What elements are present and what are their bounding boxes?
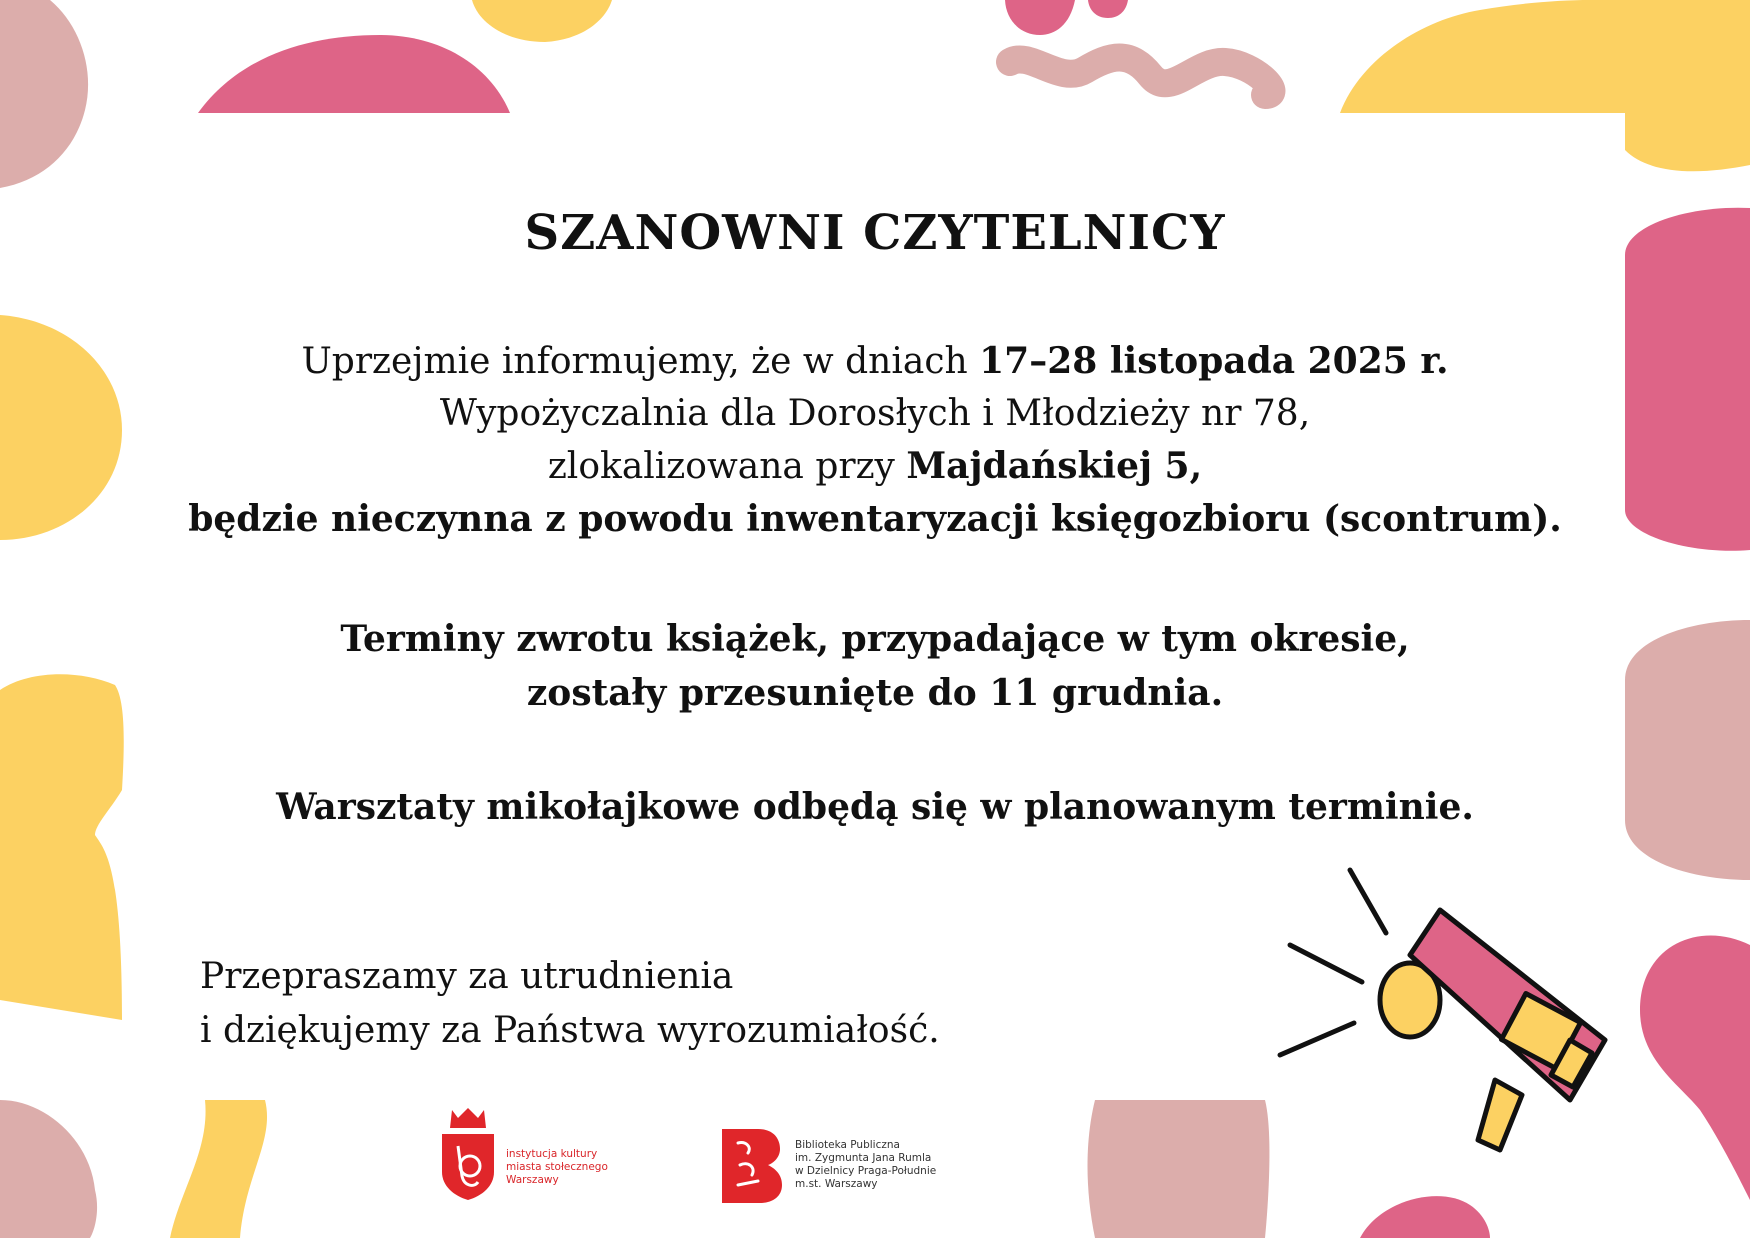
- rose-blob-bottom: [1088, 1100, 1270, 1238]
- closing-line-1: Przepraszamy za utrudnienia: [200, 956, 734, 997]
- pink-blob-bottom-corner: [1360, 1196, 1490, 1238]
- pink-semicircle-top: [198, 35, 510, 113]
- closure-info: [0, 335, 1750, 545]
- page-title: SZANOWNI CZYTELNICY: [524, 205, 1226, 261]
- warsaw-logo-line-2: miasta stołecznego: [506, 1161, 608, 1173]
- yellow-blob-left-large: [0, 674, 124, 1020]
- pink-blob-top-b: [1088, 0, 1128, 18]
- rose-blob-bottom-left: [0, 1100, 97, 1238]
- warsaw-logo-text: [506, 1148, 608, 1187]
- library-logo-icon: [718, 1125, 784, 1207]
- closing-message: [200, 950, 940, 1058]
- library-logo-line-1: Biblioteka Publiczna: [795, 1139, 900, 1151]
- library-address: Majdańskiej 5,: [906, 445, 1203, 487]
- info-line-1-text: Uprzejmie informujemy, że w dniach: [301, 341, 980, 382]
- pink-blob-top-a: [1005, 0, 1075, 35]
- info-line-2: Wypożyczalnia dla Dorosłych i Młodzieży nr 78,: [439, 393, 1311, 434]
- info-line-3: [0, 440, 1750, 493]
- warsaw-logo-line-1: instytucja kultury: [506, 1148, 598, 1160]
- returns-line-2: zostały przesunięte do 11 grudnia.: [526, 672, 1224, 714]
- closure-dates: 17–28 listopada 2025 r.: [979, 340, 1449, 382]
- info-line-3-text: zlokalizowana przy: [547, 446, 907, 487]
- megaphone-icon: [1270, 865, 1620, 1165]
- rose-blob-top-left: [0, 0, 88, 188]
- workshops-info: Warsztaty mikołajkowe odbędą się w planowanym terminie.: [276, 786, 1474, 828]
- library-logo-text: [795, 1139, 936, 1191]
- pink-blob-bottom-right: [1640, 935, 1750, 1200]
- warsaw-coat-of-arms-icon: [438, 1106, 498, 1202]
- yellow-blob-bottom: [170, 1100, 267, 1238]
- yellow-blob-top-right: [1340, 0, 1750, 171]
- info-line-1: [0, 335, 1750, 388]
- library-logo-line-2: im. Zygmunta Jana Rumla: [795, 1152, 932, 1164]
- info-line-4: będzie nieczynna z powodu inwentaryzacji księgozbioru (scontrum).: [188, 498, 1562, 540]
- library-logo-line-4: m.st. Warszawy: [795, 1178, 878, 1190]
- rose-squiggle-top: [1010, 58, 1271, 96]
- returns-line-1: Terminy zwrotu książek, przypadające w tym okresie,: [340, 618, 1410, 660]
- returns-info: [0, 612, 1750, 720]
- closing-line-2: i dziękujemy za Państwa wyrozumiałość.: [200, 1010, 940, 1051]
- yellow-blob-top: [472, 0, 612, 42]
- library-logo-line-3: w Dzielnicy Praga-Południe: [795, 1165, 937, 1177]
- warsaw-logo-line-3: Warszawy: [506, 1174, 559, 1186]
